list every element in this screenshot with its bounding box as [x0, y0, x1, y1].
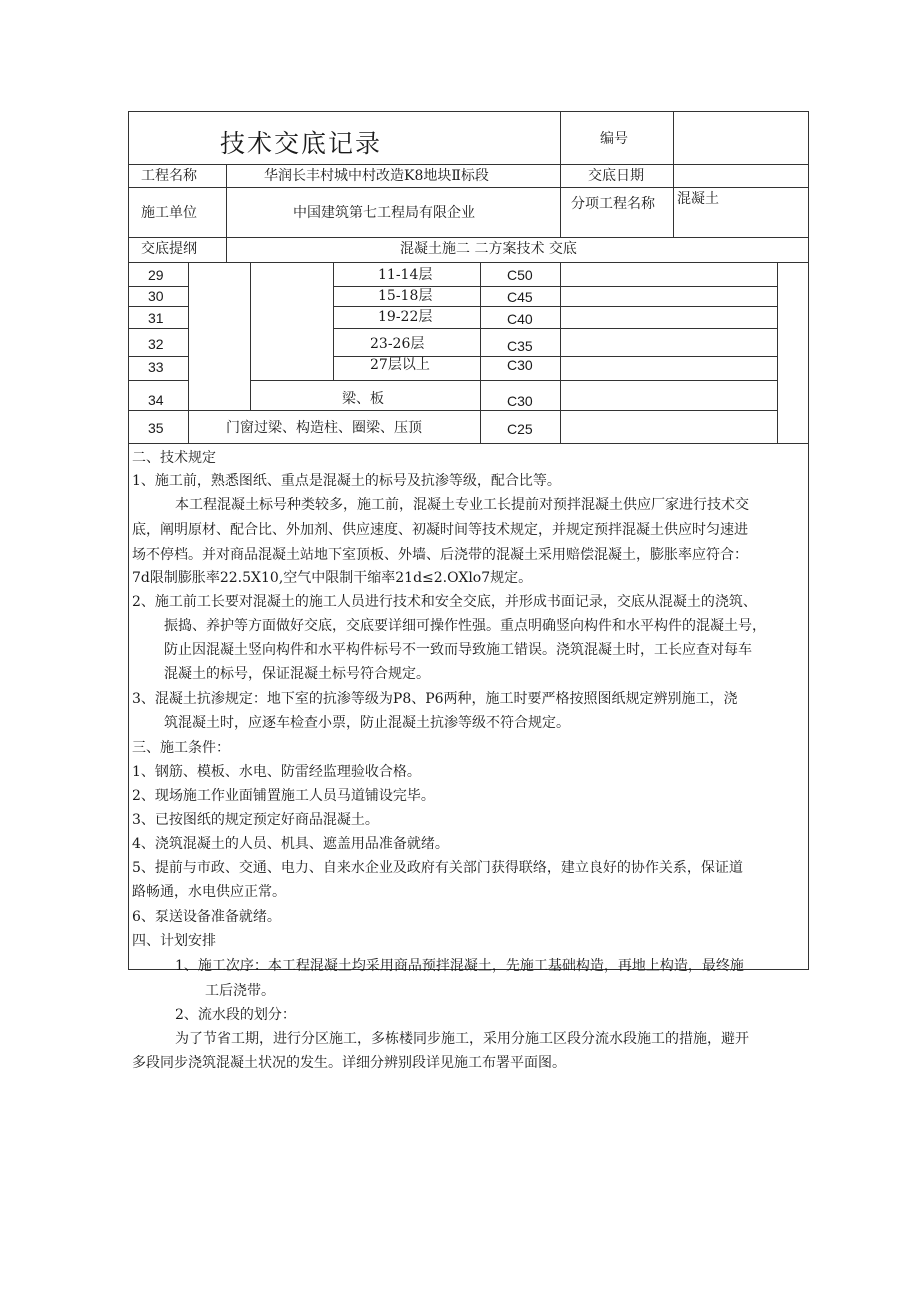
table-row-grade: C45 — [507, 289, 533, 305]
grid-line — [128, 306, 188, 307]
paragraph-line: 3、混凝土抗渗规定：地下室的抗渗等级为P8、P6两种，施工时要严格按照图纸规定辨别施工，浇 — [132, 691, 738, 707]
table-row-grade: C25 — [507, 421, 533, 437]
grid-line — [250, 380, 777, 381]
grid-line — [777, 262, 778, 443]
table-row-part: 15-18层 — [378, 288, 433, 304]
table-row-part: 19-22层 — [378, 309, 433, 325]
paragraph-line: 底，阐明原材、配合比、外加剂、供应速度、初凝时间等技术规定，并规定预拌混凝土供应时匀速进 — [132, 522, 748, 538]
grid-line — [128, 380, 188, 381]
table-row-no: 33 — [148, 359, 164, 375]
unit-label: 施工单位 — [141, 205, 197, 221]
grid-line — [560, 111, 561, 237]
unit-value: 中国建筑第七工程局有限企业 — [293, 205, 475, 221]
section-title: 三、施工条件： — [132, 740, 230, 756]
paragraph-line: 多段同步浇筑混凝土状况的发生。详细分辨别段详见施工布署平面图。 — [132, 1055, 566, 1071]
paragraph-line: 混凝土的标号，保证混凝土标号符合规定。 — [164, 666, 430, 682]
paragraph-line: 2、施工前工长要对混凝土的施工人员进行技术和安全交底，并形成书面记录，交底从混凝土的浇筑、 — [132, 594, 757, 610]
paragraph: 1、施工前，熟悉图纸、重点是混凝土的标号及抗渗等级，配合比等。 — [132, 473, 561, 489]
sub-project-label: 分项工程名称 — [571, 196, 655, 212]
number-label: 编号 — [600, 131, 628, 147]
list-item: 3、已按图纸的规定预定好商品混凝土。 — [132, 812, 379, 828]
list-item: 2、现场施工作业面铺置施工人员马道铺设完毕。 — [132, 788, 435, 804]
paragraph-line: 振捣、养护等方面做好交底，交底要详细可操作性强。重点明确竖向构件和水平构件的混凝土号， — [164, 618, 766, 634]
table-row-no: 34 — [148, 392, 164, 408]
table-row-part: 27层以上 — [370, 357, 430, 373]
paragraph-line: 场不停档。并对商品混凝土站地下室顶板、外墙、后浇带的混凝土采用赔偿混凝土，膨胀率应符合： — [132, 547, 748, 563]
sub-project-value: 混凝土 — [677, 191, 719, 207]
table-row-grade: C50 — [507, 267, 533, 283]
list-item: 工后浇带。 — [205, 983, 275, 999]
list-item: 1、钢筋、模板、水电、防雷经监理验收合格。 — [132, 764, 421, 780]
outline-value: 混凝土施二 二方案技术 交底 — [400, 241, 577, 257]
list-item: 2、流水段的划分： — [175, 1007, 296, 1023]
grid-line — [128, 328, 188, 329]
section-title: 二、技术规定 — [132, 450, 216, 466]
paragraph-line: 筑混凝土时，应逐车检查小票，防止混凝土抗渗等级不符合规定。 — [164, 715, 570, 731]
grid-line — [128, 410, 777, 411]
grid-line — [560, 262, 561, 443]
paragraph-line: 本工程混凝土标号种类较多，施工前，混凝土专业工长提前对预拌混凝土供应厂家进行技术交 — [175, 497, 749, 513]
list-item: 6、泵送设备准备就绪。 — [132, 909, 281, 925]
grid-line — [673, 111, 674, 237]
section-title: 四、计划安排 — [132, 933, 216, 949]
table-row-grade: C35 — [507, 338, 533, 354]
grid-line — [250, 262, 251, 410]
grid-line — [226, 164, 227, 262]
grid-line — [128, 443, 809, 444]
grid-line — [333, 262, 334, 380]
page-title: 技术交底记录 — [220, 129, 383, 158]
project-name-value: 华润长丰村城中村改造K8地块Ⅱ标段 — [264, 168, 489, 184]
grid-line — [128, 187, 809, 188]
table-row-part: 门窗过梁、构造柱、圈梁、压顶 — [226, 420, 422, 436]
table-row-grade: C40 — [507, 311, 533, 327]
table-row-part: 梁、板 — [342, 391, 384, 407]
table-row-no: 29 — [148, 267, 164, 283]
paragraph-line: 防止因混凝土竖向构件和水平构件标号不一致而导致施工错误。浇筑混凝土时，工长应查对每车 — [164, 642, 752, 658]
table-row-no: 32 — [148, 336, 164, 352]
table-row-grade: C30 — [507, 393, 533, 409]
grid-line — [128, 262, 809, 263]
paragraph-line: 为了节省工期，进行分区施工，多栋楼同步施工，采用分施工区段分流水段施工的措施，避开 — [175, 1031, 749, 1047]
list-item: 4、浇筑混凝土的人员、机具、遮盖用品准备就绪。 — [132, 836, 449, 852]
table-row-grade: C30 — [507, 357, 533, 373]
table-row-part: 23-26层 — [370, 336, 425, 352]
list-item: 1、施工次序：本工程混凝土均采用商品预拌混凝土，先施工基础构造，再地上构造，最终施 — [175, 958, 744, 974]
table-row-part: 11-14层 — [378, 267, 433, 283]
grid-line — [128, 164, 809, 165]
grid-line — [480, 262, 481, 443]
list-item: 5、提前与市政、交通、电力、自来水企业及政府有关部门获得联络，建立良好的协作关系，保证道 — [132, 860, 743, 876]
grid-line — [188, 262, 189, 443]
table-row-no: 35 — [148, 420, 164, 436]
outline-label: 交底提纲 — [141, 241, 197, 257]
table-row-no: 30 — [148, 288, 164, 304]
grid-line — [333, 328, 777, 329]
paragraph-line: 7d限制膨胀率22.5X10,空气中限制干缩率21d≤2.OXlo7规定。 — [132, 570, 533, 586]
grid-line — [128, 237, 809, 238]
table-row-no: 31 — [148, 310, 164, 326]
list-item: 路畅通，水电供应正常。 — [132, 884, 286, 900]
project-name-label: 工程名称 — [141, 168, 197, 184]
date-label: 交底日期 — [588, 168, 644, 184]
